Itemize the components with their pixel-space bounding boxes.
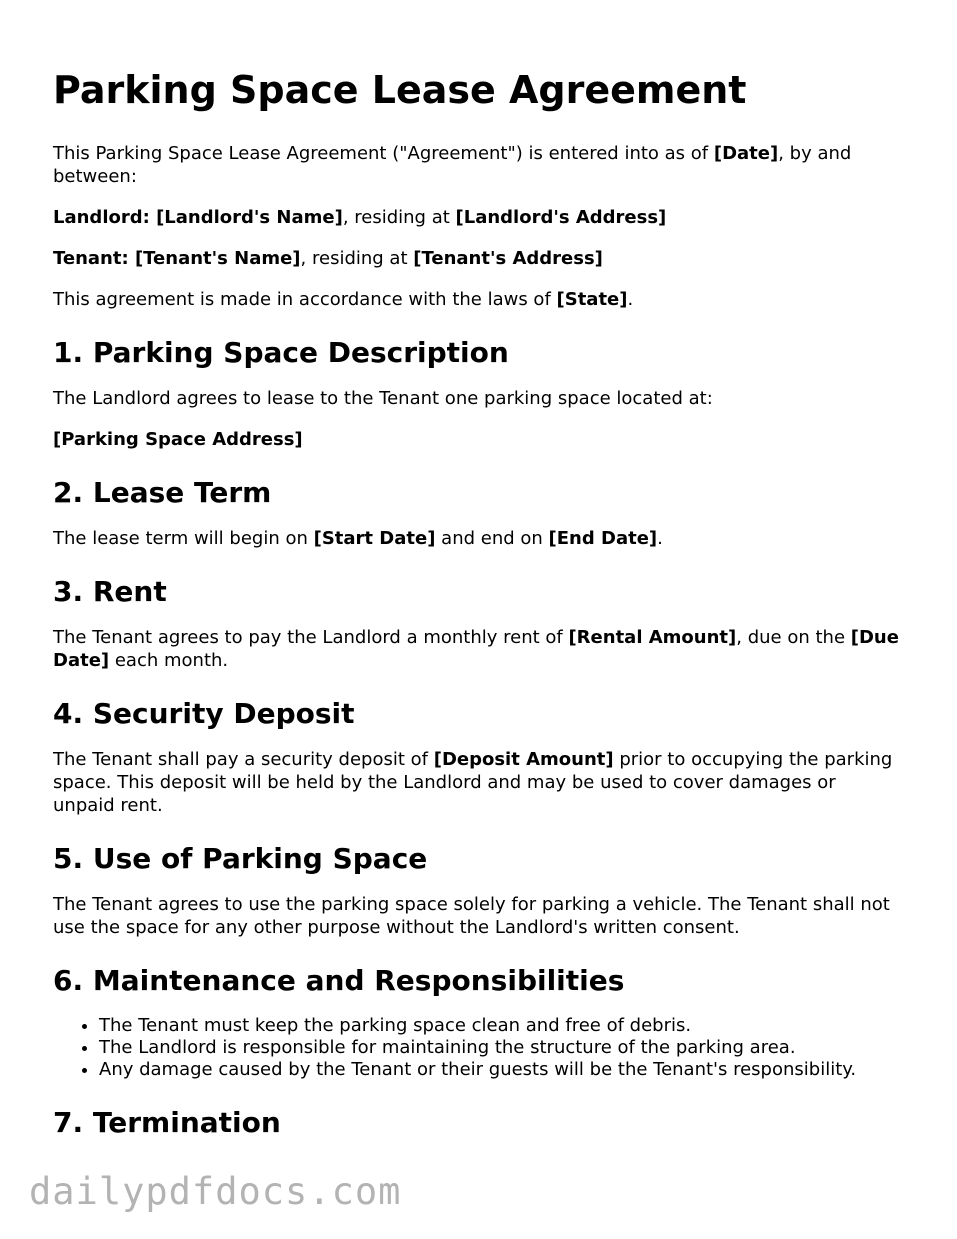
description-paragraph: The Landlord agrees to lease to the Tenant one parking space located at: <box>53 388 713 409</box>
landlord-address-placeholder: [Landlord's Address] <box>455 207 667 228</box>
section-heading-rent: 3. Rent <box>53 575 167 608</box>
due-date-placeholder: [Due Date] <box>53 627 899 671</box>
section-heading-use: 5. Use of Parking Space <box>53 842 428 875</box>
watermark: dailypdfdocs.com <box>29 1170 402 1213</box>
tenant-paragraph <box>53 247 903 270</box>
law-text: This agreement is made in accordance with the laws of <box>53 289 557 310</box>
date-placeholder: [Date] <box>713 143 779 164</box>
intro-paragraph <box>53 142 903 188</box>
landlord-paragraph <box>53 206 903 229</box>
deposit-amount-placeholder: [Deposit Amount] <box>433 749 614 770</box>
section-heading-lease-term: 2. Lease Term <box>53 476 272 509</box>
section-heading-description: 1. Parking Space Description <box>53 336 509 369</box>
rental-amount-placeholder: [Rental Amount] <box>568 627 737 648</box>
security-deposit-paragraph <box>53 748 903 817</box>
lease-term-mid-text: and end on <box>435 528 549 549</box>
start-date-placeholder: [Start Date] <box>313 528 436 549</box>
maintenance-list <box>53 1015 903 1081</box>
lease-term-text: The lease term will begin on <box>53 528 314 549</box>
section-heading-maintenance: 6. Maintenance and Responsibilities <box>53 964 625 997</box>
parking-address-paragraph <box>53 428 903 451</box>
tenant-name-placeholder: Tenant: [Tenant's Name] <box>53 248 301 269</box>
list-item: • Any damage caused by the Tenant or their guests will be the Tenant's responsibility. <box>99 1059 903 1081</box>
lease-term-paragraph <box>53 527 903 550</box>
list-item: • The Landlord is responsible for maintaining the structure of the parking area. <box>99 1037 903 1059</box>
law-paragraph <box>53 288 903 311</box>
landlord-name-placeholder: Landlord: [Landlord's Name] <box>53 207 343 228</box>
deposit-end-text: prior to occupying the parking space. This deposit will be held by the Landlord and may be used to cover damages or unpaid rent. <box>53 749 893 816</box>
rent-text: The Tenant agrees to pay the Landlord a monthly rent of <box>53 627 569 648</box>
state-placeholder: [State] <box>556 289 628 310</box>
end-date-placeholder: [End Date] <box>548 528 658 549</box>
intro-text-end: , by and between: <box>53 143 852 187</box>
intro-text: This Parking Space Lease Agreement ("Agreement") is entered into as of <box>53 143 714 164</box>
tenant-residing-text: , residing at <box>300 248 414 269</box>
landlord-residing-text: , residing at <box>342 207 456 228</box>
lease-term-end-text: . <box>657 528 663 549</box>
section-heading-termination: 7. Termination <box>53 1106 281 1139</box>
deposit-text: The Tenant shall pay a security deposit of <box>53 749 434 770</box>
parking-address-placeholder: [Parking Space Address] <box>53 429 303 450</box>
document-title: Parking Space Lease Agreement <box>53 68 747 112</box>
law-text-end: . <box>627 289 634 310</box>
list-item: • The Tenant must keep the parking space clean and free of debris. <box>99 1015 903 1037</box>
rent-paragraph <box>53 626 903 672</box>
rent-mid-text: , due on the <box>736 627 851 648</box>
tenant-address-placeholder: [Tenant's Address] <box>413 248 603 269</box>
document-page <box>53 64 903 1157</box>
use-paragraph: The Tenant agrees to use the parking space solely for parking a vehicle. The Tenant shall not use the space for any other purpose without the Landlord's written consent. <box>53 894 890 938</box>
section-heading-security-deposit: 4. Security Deposit <box>53 697 355 730</box>
rent-end-text: each month. <box>109 650 229 671</box>
